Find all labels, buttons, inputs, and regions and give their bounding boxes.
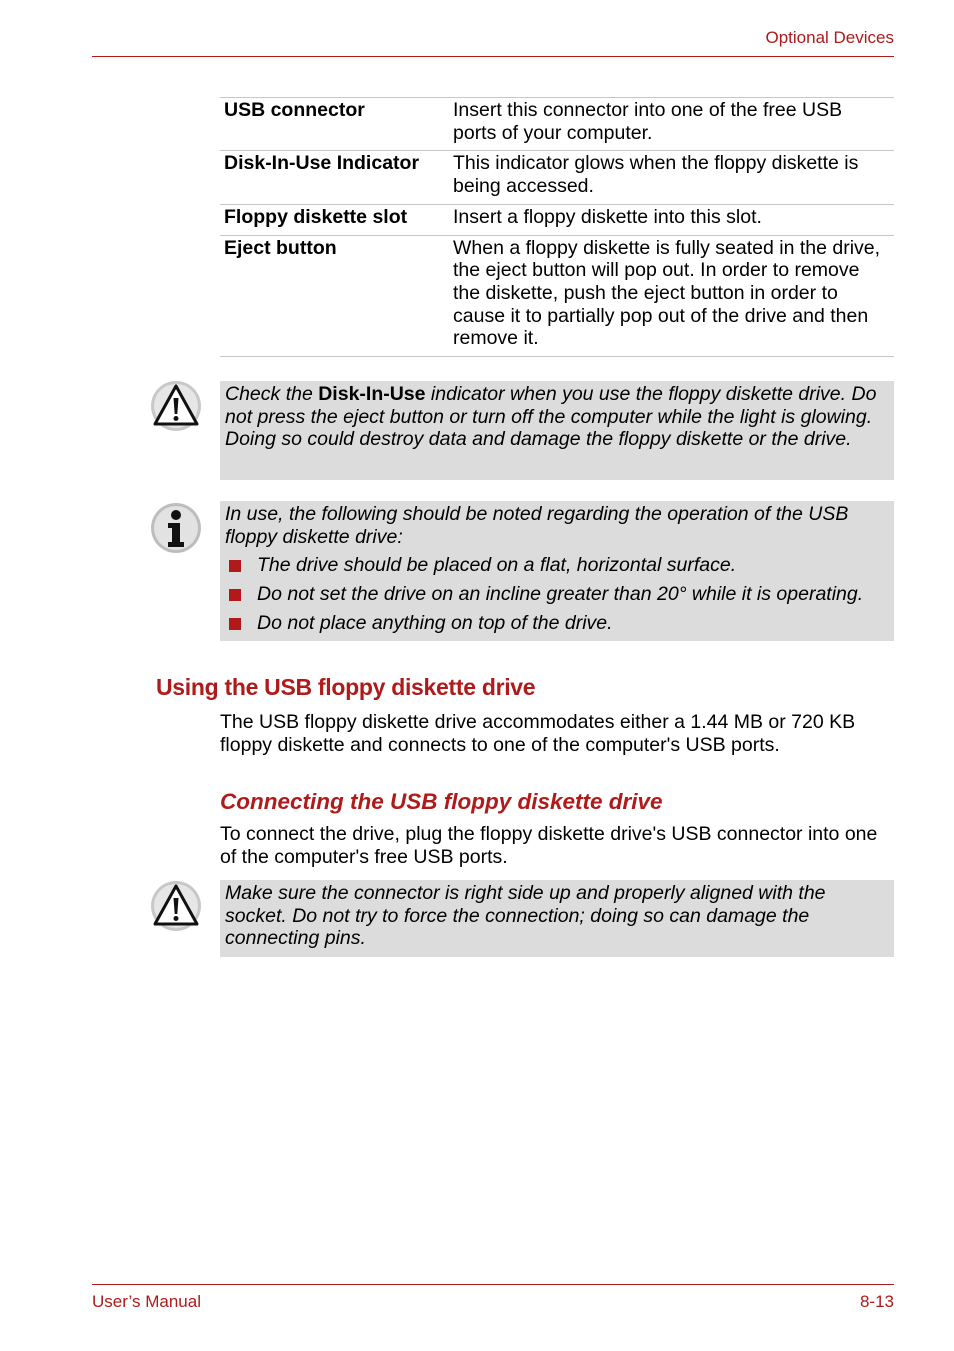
list-item (225, 583, 889, 606)
section-body: The USB floppy diskette drive accommodates either a 1.44 MB or 720 KB floppy diskette and connects to one of the computer's USB ports. (220, 711, 856, 756)
table-term: USB connector (220, 98, 446, 151)
caution-note (220, 880, 894, 957)
list-item (225, 554, 889, 577)
info-icon (150, 502, 202, 554)
table-term: Eject button (220, 235, 446, 357)
spec-table (220, 97, 894, 357)
footer-rule (92, 1284, 894, 1285)
table-desc: This indicator glows when the floppy diskette is being accessed. (446, 151, 894, 204)
table-desc: Insert this connector into one of the free USB ports of your computer. (446, 98, 894, 151)
bullet-text: Do not place anything on top of the drive. (257, 612, 613, 635)
info-note (220, 501, 894, 641)
caution-text-pre: Check the (225, 383, 319, 405)
table-row (220, 235, 894, 357)
caution-note (220, 381, 894, 480)
bullet-square-icon (229, 618, 241, 630)
section-heading: Using the USB floppy diskette drive (156, 674, 536, 700)
bullet-square-icon (229, 589, 241, 601)
running-header: Optional Devices (765, 28, 894, 47)
subsection-body: To connect the drive, plug the floppy diskette drive's USB connector into one of the computer's free USB ports. (220, 823, 878, 868)
caution-text-bold: Disk-In-Use (318, 383, 426, 405)
bullet-text: The drive should be placed on a flat, horizontal surface. (257, 554, 737, 577)
footer-manual-title: User’s Manual (92, 1292, 201, 1311)
table-row (220, 98, 894, 151)
table-term: Disk-In-Use Indicator (220, 151, 446, 204)
info-intro: In use, the following should be noted regarding the operation of the USB floppy diskette drive: (225, 503, 849, 548)
header-rule (92, 56, 894, 57)
table-desc: When a floppy diskette is fully seated in the drive, the eject button will pop out. In order to remove the diskette, push the eject button in order to cause it to partially pop out of the drive and then remove it. (446, 235, 894, 357)
page-number: 8-13 (859, 1292, 894, 1311)
table-row (220, 151, 894, 204)
table-row (220, 204, 894, 235)
table-desc: Insert a floppy diskette into this slot. (446, 204, 894, 235)
warning-triangle-icon (150, 380, 202, 432)
bullet-text: Do not set the drive on an incline greater than 20° while it is operating. (257, 583, 864, 606)
caution-text: Make sure the connector is right side up and properly aligned with the socket. Do not try to force the connection; doing so can damage the connecting pins. (225, 882, 826, 950)
table-term: Floppy diskette slot (220, 204, 446, 235)
subsection-heading: Connecting the USB floppy diskette drive (220, 789, 663, 814)
warning-triangle-icon (150, 880, 202, 932)
caution-text-post: indicator when you use the floppy diskette drive. Do not press the eject button or turn off the computer while the light is glowing. Doing so could destroy data and damage the floppy diskette or the drive. (225, 383, 877, 451)
bullet-square-icon (229, 560, 241, 572)
info-bullet-list (225, 554, 889, 635)
list-item (225, 612, 889, 635)
